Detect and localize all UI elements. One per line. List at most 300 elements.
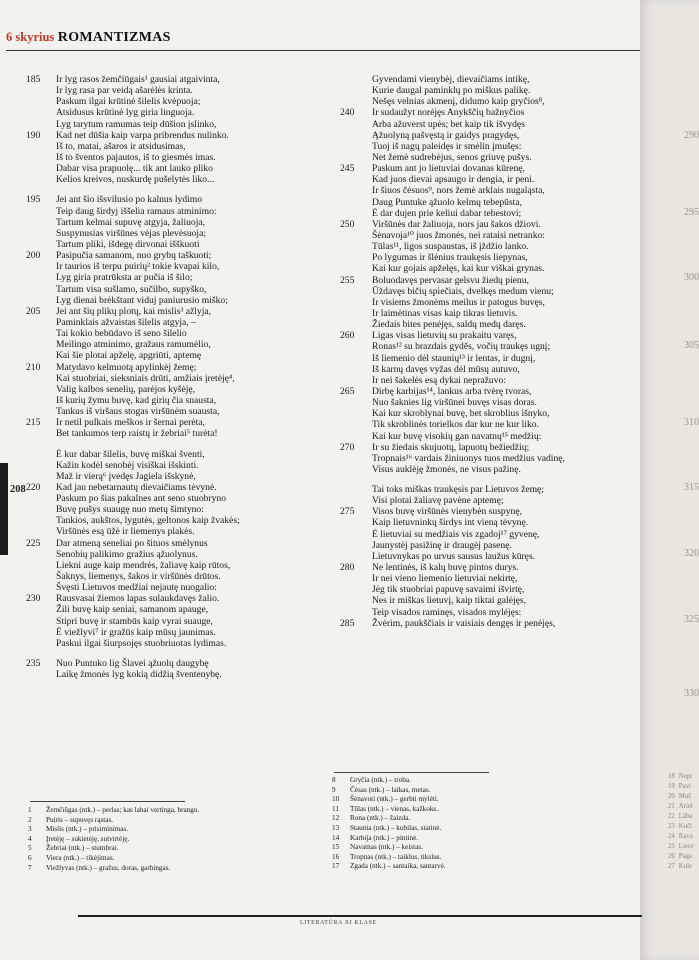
- poem-line: [56, 638, 346, 649]
- next-page-footnote-number: 25: [668, 843, 675, 850]
- line-number: 255: [340, 274, 355, 286]
- poem-line-text: Šėnavoja¹⁰ juos žmonės, nei rataisi netranko:: [372, 229, 545, 241]
- footnotes-right: [332, 776, 632, 872]
- poem-line-text: Nes ir miškas lietuvį, kaip tiktai galėjęs,: [372, 595, 527, 607]
- poem-line: [340, 274, 640, 286]
- poem-line: [340, 385, 640, 397]
- footnote: [332, 853, 632, 863]
- next-page-footnote-text: Muš: [678, 793, 691, 800]
- poem-line-text: Tuoj iš nagų paleidęs ir smėlin įmušęs:: [372, 140, 522, 152]
- poem-line-text: Ir šiuos čėsuos⁹, nors žemė arklais nugaląsta,: [372, 185, 545, 197]
- poem-line-text: Kurie daugal paminklų po miškus palikę.: [372, 85, 531, 97]
- poem-line-text: Kai stuobriai, sieksniais drūti, amžiais įretėję⁴,: [56, 372, 235, 384]
- next-page-footnote-fragment: [668, 792, 691, 802]
- next-page-bleed: [640, 0, 699, 960]
- footnote-number: 3: [28, 825, 32, 834]
- poem-line: [372, 431, 640, 442]
- poem-line-text: Kai kur gojais apželęs, kai kur viškai grynas.: [372, 263, 545, 275]
- poem-line: [372, 573, 640, 584]
- footnote: [332, 776, 632, 786]
- line-number: 250: [340, 218, 355, 230]
- next-page-line-number: 305: [684, 340, 699, 351]
- next-page-footnote-number: 21: [668, 803, 675, 810]
- next-page-line-number: 330: [684, 688, 699, 699]
- line-number: 245: [340, 163, 355, 175]
- poem-line: [26, 593, 346, 605]
- poem-line-text: Lietuvnykas po urvus sausus laužus kūręs.: [372, 550, 536, 562]
- poem-line: [340, 562, 640, 574]
- line-number: 225: [26, 537, 41, 549]
- footnote-number: 14: [332, 833, 340, 842]
- poem-line: [56, 107, 346, 118]
- footnote-number: 4: [28, 834, 32, 843]
- poem-line-text: Kaip lietuvninkų širdys int vieną tėvynę.: [372, 517, 529, 529]
- poem-line-text: Atsidusus krūtinė lyg giria linguoja.: [56, 107, 195, 119]
- poem-line-text: Tropnais¹⁶ vardais žiniuonys tuos medžius vadinę,: [372, 452, 565, 464]
- footnote-text: Staunia (ntk.) – kubilas, statinė.: [350, 823, 442, 832]
- poem-line: [26, 129, 346, 141]
- next-page-footnote-fragment: [668, 852, 692, 862]
- poem-line-text: Paminklais ažvaistas šilelis atgyja, –: [56, 316, 196, 328]
- poem-line-text: Net žemė sudrebėjus, senos griuvę pušys.: [372, 151, 532, 163]
- footnote-number: 15: [332, 843, 340, 852]
- next-page-footnote-text: Liesv: [678, 843, 694, 850]
- poem-line-text: Po lygumas ir šlėnius traukęsis liepynas,: [372, 252, 528, 264]
- poem-line: [372, 464, 640, 475]
- poem-line: [26, 250, 346, 262]
- footnote: [28, 854, 328, 864]
- footnote: [332, 786, 632, 796]
- footnote-text: Gryčia (ntk.) – troba.: [350, 776, 411, 784]
- poem-line: [26, 537, 346, 549]
- poem-line-text: Teip visados raminęs, visados myléjęs:: [372, 606, 522, 618]
- footnote-rule-left: [30, 801, 185, 802]
- poem-line: [56, 119, 346, 130]
- poem-line: [372, 96, 640, 107]
- poem-line-text: Ir lyg rasos žemčiūgais¹ gausiai atgaivinta,: [56, 74, 220, 85]
- poem-line-text: Iš kurių žymu buvę, kad girių čia snausta,: [56, 394, 217, 406]
- poem-line-text: Ir netil pulkais meškos ir šernai perėta,: [56, 417, 205, 429]
- poem-line: [26, 481, 346, 493]
- line-number: 195: [26, 194, 41, 206]
- footnote-text: Tropnas (ntk.) – taiklus, tikslus.: [350, 852, 442, 861]
- poem-line-text: Jėg tik stuobriai papuvę savaimi išvirtę,: [372, 584, 525, 596]
- footnote: [28, 835, 328, 845]
- footnote-text: Viera (ntk.) – tikėjimas.: [46, 853, 115, 862]
- poem-line-text: Iš to šventos pajautos, iš to giesmės imas.: [56, 151, 216, 163]
- poem-line: [56, 141, 346, 152]
- footnote-number: 1: [28, 806, 32, 814]
- poem-line: [372, 375, 640, 386]
- poem-line: [372, 252, 640, 263]
- poem-line: [340, 441, 640, 453]
- poem-line: [340, 218, 640, 230]
- poem-line: [372, 341, 640, 352]
- poem-line-text: Daug Puntuke ąžuolo kelmų tebepūsta,: [372, 196, 523, 208]
- footnote-number: 16: [332, 852, 340, 861]
- poem-line: [372, 263, 640, 274]
- poem-line: [372, 364, 640, 375]
- poem-line-text: Pasipučia samanom, nuo grybų taškuoti;: [56, 250, 212, 262]
- poem-line-text: Rausvasai žiemos lapas sulaukdavęs žalio.: [56, 593, 220, 605]
- next-page-line-number: 325: [684, 614, 699, 625]
- poem-line: [372, 419, 640, 430]
- stanza-gap: [56, 649, 346, 658]
- next-page-footnote-fragment: [668, 802, 693, 812]
- next-page-footnote-number: 27: [668, 863, 675, 870]
- poem-line: [372, 607, 640, 618]
- poem-line: [56, 284, 346, 295]
- poem-line: [56, 339, 346, 350]
- footnote-number: 9: [332, 785, 336, 794]
- chapter-label: 6 skyrius: [6, 30, 55, 44]
- footnote: [332, 795, 632, 805]
- poem-line: [26, 361, 346, 373]
- poem-line-text: Liekni auge kaip mendrės, žaliavę kaip rūtos,: [56, 559, 231, 571]
- poem-line: [372, 595, 640, 606]
- poem-line: [56, 504, 346, 515]
- poem-line-text: Ūždavęs bičių spiečiais, dvelkęs medum vienu;: [372, 285, 554, 297]
- line-number: 240: [340, 107, 355, 119]
- poem-line: [56, 428, 346, 439]
- poem-line: [372, 584, 640, 595]
- footnote-text: Mislis (ntk.) – prisiminimas.: [46, 825, 129, 834]
- footnote: [332, 834, 632, 844]
- footnote: [28, 864, 328, 874]
- footnote-number: 10: [332, 795, 340, 804]
- next-page-footnote-number: 24: [668, 833, 675, 840]
- poem-line-text: Suspynusias viršūnes vėjas plevėsuoja;: [56, 227, 207, 239]
- next-page-footnote-number: 18: [668, 773, 675, 780]
- poem-line: [56, 571, 346, 582]
- poem-line: [26, 194, 346, 206]
- poem-line: [26, 658, 346, 670]
- poem-line-text: Laikę žmonės lyg kokią didžią šventenybę.: [56, 669, 222, 681]
- footnote-text: Čėsas (ntk.) – laikas, metas.: [350, 785, 431, 794]
- line-number: 235: [26, 658, 41, 670]
- footnote: [28, 825, 328, 835]
- footnote: [28, 816, 328, 826]
- next-page-footnote-text: Paga: [678, 853, 693, 860]
- poem-line: [56, 163, 346, 174]
- footnote-number: 7: [28, 863, 32, 872]
- poem-line: [372, 540, 640, 551]
- poem-line-text: Visi plotai žaliavę pavėne aptemę;: [372, 495, 504, 507]
- poem-line-text: Ė lietuviai su medžiais vis zgadoj¹⁷ gyvenę,: [372, 528, 540, 540]
- poem-line: [372, 197, 640, 208]
- poem-line: [372, 74, 640, 85]
- poem-line-text: Valig kalbos senelių, parėjos kyšėję,: [56, 383, 196, 395]
- line-number: 280: [340, 562, 355, 574]
- poem-line-text: Žiedais bites penėjęs, saldų medų daręs.: [372, 319, 526, 331]
- next-page-footnote-number: 22: [668, 813, 675, 820]
- poem-line-text: Stipri buvę ir stambūs kaip vyrai suauge,: [56, 615, 213, 627]
- poem-line-text: Kažin kodėl senobėj visiškai išskinti.: [56, 459, 199, 471]
- poem-line-text: Meilingo atminimo, gražaus ramumėlio,: [56, 339, 211, 351]
- line-number: 230: [26, 593, 41, 605]
- poem-line: [56, 295, 346, 306]
- poem-line-text: Tartum pliki, išdegę dirvonai išškuoti: [56, 238, 200, 250]
- poem-line-text: Ronas¹² su brazdais gyděs, vočių traukęs ugnį;: [372, 341, 551, 353]
- next-page-footnote-number: 20: [668, 793, 675, 800]
- poem-line: [340, 617, 640, 629]
- poem-line-text: Ir visiems žmonėms meilus ir patogus buvęs,: [372, 296, 545, 308]
- poem-line: [56, 328, 346, 339]
- line-number: 275: [340, 506, 355, 518]
- poem-line-text: Dirbę karbijas¹⁴, lankus arba tvėrę tvoras,: [372, 385, 532, 397]
- next-page-footnote-text: Kule: [678, 863, 693, 870]
- poem-line-text: Paskui ilgai šiurpsojęs stuobriuotas lydimas.: [56, 637, 227, 649]
- line-number: 220: [26, 481, 41, 493]
- line-number: 215: [26, 417, 41, 429]
- poem-line: [56, 471, 346, 482]
- poem-line-text: Kai kur skroblynai buvę, bet skroblius išnyko,: [372, 408, 550, 420]
- poem-line: [372, 297, 640, 308]
- next-page-footnote-number: 23: [668, 823, 675, 830]
- poem-line-text: Viršūnės esą ūžė ir liemenys plakės.: [56, 526, 195, 538]
- poem-line: [56, 493, 346, 504]
- poem-line: [56, 526, 346, 537]
- poem-line-text: Ne lentinės, iš kalų buvę pintos durys.: [372, 562, 519, 574]
- poem-line-text: Ąžuolyną pašvęstą ir gaidys pragydęs,: [372, 129, 520, 141]
- line-number: 270: [340, 441, 355, 453]
- stanza-gap: [372, 475, 640, 484]
- footnote-number: 13: [332, 823, 340, 832]
- next-page-line-number: 315: [684, 482, 699, 493]
- poem-line: [26, 305, 346, 317]
- next-page-line-number: 320: [684, 548, 699, 559]
- poem-line-text: Žili buvę kaip seniai, samanom apauge,: [56, 604, 209, 616]
- poem-line: [372, 397, 640, 408]
- poem-line: [340, 107, 640, 119]
- poem-line-text: Senobių palikimo gražius ąžuolynus.: [56, 548, 198, 560]
- poem-line-text: Arba ažuverst upės; bet kaip tik išvydęs: [372, 118, 525, 130]
- poem-line: [56, 515, 346, 526]
- footnote-text: Tūlas (ntk.) – vienas, kažkoks.: [350, 804, 439, 813]
- poem-line: [340, 506, 640, 518]
- poem-line: [56, 272, 346, 283]
- poem-line: [56, 395, 346, 406]
- next-page-footnote-text: Ariel: [678, 803, 693, 810]
- footnote: [332, 824, 632, 834]
- footnote-text: Įretėję – sukietėję, sutvirtėję.: [46, 834, 130, 843]
- footer-text: LITERATŪRA XI KLASE: [300, 920, 377, 926]
- poem-line: [372, 308, 640, 319]
- poem-line-text: Buvę pušys suaugę nuo metų šimtyno:: [56, 504, 204, 516]
- next-page-footnote-fragment: [668, 782, 691, 792]
- poem-line: [56, 616, 346, 627]
- poem-line: [372, 141, 640, 152]
- footnote-number: 2: [28, 815, 32, 824]
- poem-line: [56, 627, 346, 638]
- poem-line: [26, 74, 346, 85]
- next-page-footnote-text: Nepr: [678, 773, 693, 780]
- poem-line-text: Lyg dienai brėkštant viduj paniurusio miško;: [56, 294, 228, 306]
- poem-line-text: Tūlas¹¹, ligos suspaustas, iš įždžio lanko.: [372, 241, 529, 253]
- poem-line-text: Ir su žiedais skujuotų, lapuotų bežiedžių;: [372, 441, 530, 453]
- footnote-rule-right: [334, 772, 489, 773]
- next-page-footnote-fragment: [668, 812, 692, 822]
- poem-line-text: Ir sudaužyt norėjęs Anykščių bažnyčios: [372, 107, 525, 119]
- poem-line-text: Tartum visa sušlamo, sučilbo, supyško,: [56, 283, 207, 295]
- footnote-text: Puiris – supuvęs rąstas.: [46, 815, 114, 824]
- poem-line: [26, 417, 346, 429]
- poem-line: [372, 130, 640, 141]
- next-page-footnote-text: Läba: [678, 813, 693, 820]
- poem-line-text: Ir taurios iš terpu puirių² tokie kvapai kilo,: [56, 261, 220, 273]
- poem-line-text: Ė viežlyvi⁷ ir gražūs kaip mūsų jaunimas.: [56, 626, 216, 638]
- poem-line: [372, 319, 640, 330]
- poem-line-text: Kad net dūšia kaip varpa pribrendus nulinko.: [56, 129, 229, 141]
- poem-line-text: Paskum ant jo lietuviai dovanas kūrenę,: [372, 163, 525, 175]
- poem-line-text: Boluodavęs pervasar gelsvu žiedų pienu,: [372, 274, 529, 286]
- line-number: 200: [26, 250, 41, 262]
- footnote-text: Zgada (ntk.) – santaika, santarvė.: [350, 862, 446, 871]
- footnote: [332, 805, 632, 815]
- poem-line: [56, 549, 346, 560]
- next-page-footnote-number: 19: [668, 783, 675, 790]
- poem-line: [56, 350, 346, 361]
- poem-line: [372, 185, 640, 196]
- footnote-number: 5: [28, 844, 32, 853]
- footnote-number: 11: [332, 804, 339, 813]
- poem-line: [56, 152, 346, 163]
- line-number: 210: [26, 361, 41, 373]
- poem-line-text: Kelios kreivos, nuskurdę pušelytės liko...: [56, 174, 215, 186]
- poem-line: [372, 119, 640, 130]
- footnote-text: Viežlyvas (ntk.) – gražus, doras, garbingas.: [46, 863, 171, 872]
- poem-line: [372, 495, 640, 506]
- line-number: 190: [26, 129, 41, 141]
- poem-line: [56, 85, 346, 96]
- poem-line: [56, 373, 346, 384]
- poem-line: [56, 96, 346, 107]
- poem-line-text: Nešęs velnias akmenį, didumo kaip gryčios⁸,: [372, 96, 545, 108]
- footnote: [332, 862, 632, 872]
- next-page-footnote-text: Rava: [678, 833, 693, 840]
- poem-line-text: Tankus iš viršaus stogas viršūnėm suausta,: [56, 406, 220, 418]
- poem-line-text: Viršūnės dar žaliuoja, nors jau šakos džiovi.: [372, 218, 541, 230]
- poem-line-text: Ė kur dabar šilelis, buvę miškai šventi,: [56, 448, 205, 460]
- poem-line-text: Jei ant šių plikų plotų, kai mislis³ ažlyja,: [56, 305, 212, 317]
- footnote-text: Rona (ntk.) – žaizda.: [350, 814, 411, 823]
- poem-line: [56, 317, 346, 328]
- footnote: [332, 843, 632, 853]
- footnote-number: 8: [332, 776, 336, 784]
- poem-line-text: Bet tankumos terp raistų ir žebriai⁵ turėta!: [56, 428, 218, 440]
- next-page-line-number: 295: [684, 207, 699, 218]
- poem-line-text: Ir nei šakelės esą dykai nepražuvo:: [372, 374, 506, 386]
- poem-line-text: Iš liemenio dėl staunių¹³ ir lentas, ir dugnį,: [372, 352, 536, 364]
- poem-line-text: Dar atmeną seneliai po šituos smėlynus: [56, 537, 208, 549]
- next-page-footnote-fragment: [668, 822, 692, 832]
- poem-line-text: Tik skroblinės torielkos dar kur ne kur liko.: [372, 419, 539, 431]
- poem-line-text: Ir nei vieno liemenio lietuviai nekirtę,: [372, 573, 518, 585]
- poem-line: [372, 286, 640, 297]
- poem-line-text: Kad juos dievai apsaugo ir dengia, ir peni.: [372, 174, 535, 186]
- poem-line: [56, 228, 346, 239]
- footnote-text: Navatnas (ntk.) – keistas.: [350, 843, 423, 852]
- poem-line-text: Ir laimėtinas visas kaip tikras lietuvis.: [372, 307, 518, 319]
- line-number: 185: [26, 74, 41, 85]
- footnote: [28, 844, 328, 854]
- poem-line: [56, 217, 346, 228]
- next-page-footnote-fragment: [668, 832, 693, 842]
- next-page-footnote-fragment: [668, 842, 694, 852]
- poem-line: [56, 582, 346, 593]
- poem-line-text: Dabar visa prapuolę... tik ant lauko pliko: [56, 163, 213, 175]
- thumb-index-bar: [0, 463, 8, 555]
- footnote-number: 6: [28, 853, 32, 862]
- poem-line-text: Nuo Puntuko lig Šlavei ąžuolų daugybę: [56, 658, 209, 670]
- next-page-footnote-text: Pavi: [678, 783, 691, 790]
- footnote-number: 12: [332, 814, 340, 823]
- poem-line: [372, 517, 640, 528]
- line-number: 260: [340, 330, 355, 342]
- poem-line: [372, 551, 640, 562]
- poem-line-text: Lyg tarytum ramumas teip dūšion įslinko,: [56, 118, 217, 130]
- poem-line-text: Tai kokio bebūdavo iš seno šilelio: [56, 328, 187, 340]
- footnote-number: 17: [332, 862, 340, 871]
- poem-column-left: [26, 74, 346, 681]
- poem-line-text: Iš karnų davęs vyžas dėl mūsų autuvo,: [372, 363, 520, 375]
- next-page-footnote-text: Kuči: [678, 823, 693, 830]
- footnote-text: Šėnavoti (ntk.) – gerbti mylėti.: [350, 795, 439, 804]
- poem-line: [56, 604, 346, 615]
- poem-line-text: Nuo šaknies lig viršūnei buvęs visas doras.: [372, 397, 537, 409]
- footnote: [332, 814, 632, 824]
- chapter-topic: ROMANTIZMAS: [57, 30, 171, 45]
- poem-line: [56, 460, 346, 471]
- footnote: [28, 806, 328, 816]
- poem-line: [56, 261, 346, 272]
- poem-line-text: Ė dar dujen prie keliui dabar tebestovi;: [372, 207, 522, 219]
- poem-line: [372, 529, 640, 540]
- poem-line-text: Gyvendami vienybėj, dievaičiams intikę,: [372, 74, 530, 85]
- poem-line-text: Visus auklėję žmonės, ne visus pažinę.: [372, 463, 521, 475]
- poem-line-text: Visos buvę viršūnės vienybėn suspynę,: [372, 506, 522, 518]
- footnote-text: Žemčiūgas (ntk.) – perlas; kas labai vertinga, brangu.: [46, 806, 200, 814]
- poem-column-right: [340, 74, 640, 629]
- poem-line-text: Tai toks miškas traukęsis par Lietuvos žemę;: [372, 484, 544, 496]
- poem-line: [372, 174, 640, 185]
- poem-line-text: Švęsti Lietuvos medžiai nejautę nuogalio:: [56, 582, 217, 594]
- poem-line: [56, 239, 346, 250]
- poem-line-text: Kai šie plotai apželę, apgriūti, aptemę: [56, 350, 202, 362]
- header-rule: [6, 50, 640, 51]
- poem-line: [372, 453, 640, 464]
- poem-line-text: Paskum ilgai krūtinė šilelis kvėpuoja;: [56, 96, 201, 108]
- stanza-gap: [56, 440, 346, 449]
- footnotes-left: [28, 806, 328, 873]
- poem-line: [372, 230, 640, 241]
- line-number: 265: [340, 385, 355, 397]
- poem-line: [372, 408, 640, 419]
- poem-line: [56, 669, 346, 680]
- poem-line: [372, 241, 640, 252]
- poem-line: [372, 152, 640, 163]
- poem-line-text: Kad jau nebetarnautų dievaičiams tėvynė.: [56, 481, 217, 493]
- next-page-footnote-fragment: [668, 862, 692, 872]
- poem-line: [56, 174, 346, 185]
- poem-line-text: Teip daug širdyj iššelia ramaus atminimo:: [56, 205, 217, 217]
- poem-line: [340, 330, 640, 342]
- next-page-footnote-fragment: [668, 772, 692, 782]
- next-page-line-number: 310: [684, 417, 699, 428]
- footnote-text: Karbija (ntk.) – pintinė.: [350, 833, 419, 842]
- poem-line-text: Tartum kelmai supuvę atgyja, žaliuoja,: [56, 216, 206, 228]
- poem-line: [56, 206, 346, 217]
